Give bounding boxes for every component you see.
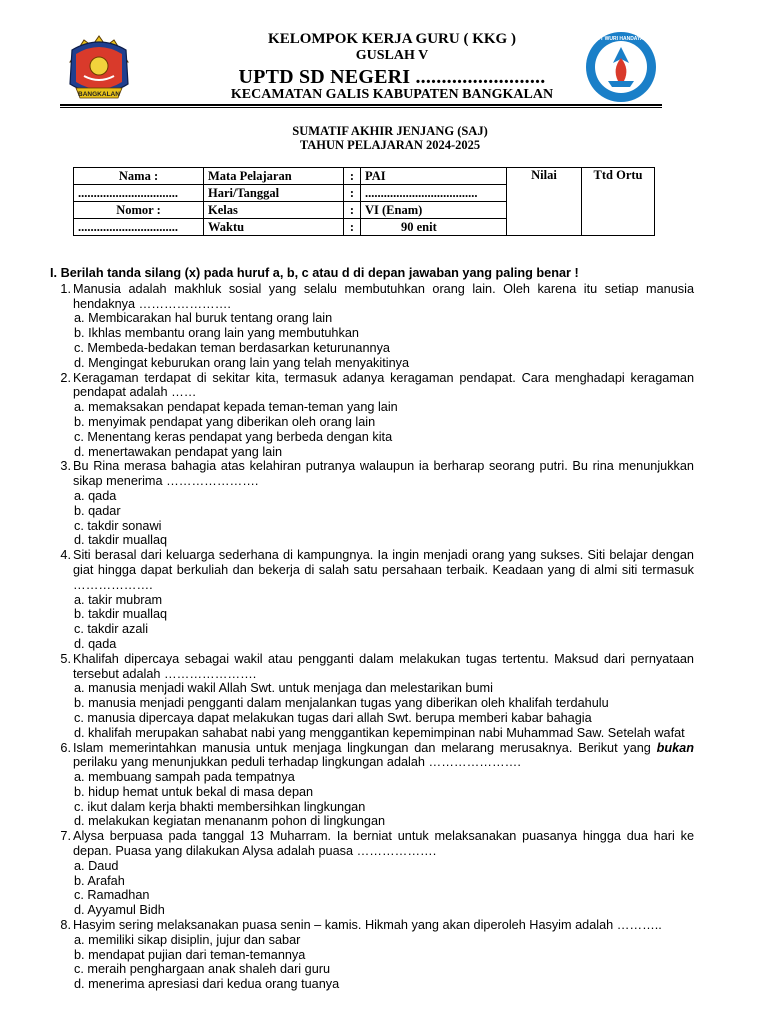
question-number: 7. xyxy=(60,829,71,844)
question-text: Khalifah dipercaya sebagai wakil atau pengganti dalam melakukan tugas tertentu. Maksud dari pernyataan tersebut adalah …………………. xyxy=(73,651,694,681)
header-rule-thin xyxy=(60,107,662,108)
exam-title: SUMATIF AKHIR JENJANG (SAJ) xyxy=(292,124,488,138)
colon: : xyxy=(344,219,361,236)
option[interactable]: c. ikut dalam kerja bhakti membersihkan lingkungan xyxy=(74,799,366,814)
option[interactable]: c. meraih penghargaan anak shaleh dari guru xyxy=(74,962,331,977)
question-text: Alysa berpuasa pada tanggal 13 Muharram. Ia berniat untuk melaksanakan puasanya hingga dua hari ke depan. Puasa yang dilakukan Alysa adalah puasa ………………. xyxy=(73,829,694,859)
option[interactable]: d. menertawakan pendapat yang lain xyxy=(74,444,283,459)
option-letter: d. xyxy=(74,725,85,740)
question-number: 6. xyxy=(60,740,71,755)
header-district: KECAMATAN GALIS KABUPATEN BANGKALAN xyxy=(230,87,554,102)
question-number: 4. xyxy=(60,548,71,563)
option[interactable]: d. menerima apresiasi dari kedua orang tuanya xyxy=(74,977,340,992)
option[interactable]: a. Daud xyxy=(74,858,119,873)
option[interactable]: d. Ayyamul Bidh xyxy=(74,903,165,918)
nomor-label: Nomor : xyxy=(74,202,204,219)
option[interactable]: a. membuang sampah pada tempatnya xyxy=(74,770,295,785)
option[interactable] xyxy=(50,726,694,741)
instruction: I. Berilah tanda silang (x) pada huruf a, b, c atau d di depan jawaban yang paling benar ! xyxy=(50,266,579,280)
nilai-box[interactable] xyxy=(507,168,582,236)
academic-year: TAHUN PELAJARAN 2024-2025 xyxy=(299,138,481,152)
hari-field[interactable]: .................................... xyxy=(361,185,507,202)
mapel-label: Mata Pelajaran xyxy=(204,168,344,185)
option[interactable]: d. Mengingat keburukan orang lain yang telah menyakitinya xyxy=(74,355,410,370)
question-1 xyxy=(50,282,694,312)
option[interactable]: a. takir mubram xyxy=(74,592,163,607)
nama-field[interactable]: ................................ xyxy=(74,185,204,202)
right-logo-text: TUT WURI HANDAYANI xyxy=(593,36,649,42)
left-logo-text: BANGKALAN xyxy=(78,91,120,98)
option[interactable]: b. mendapat pujian dari teman-temannya xyxy=(74,947,306,962)
ttd-ortu-label: Ttd Ortu xyxy=(593,168,643,182)
option[interactable]: d. takdir muallaq xyxy=(74,533,168,548)
question-text-part: perilaku yang menunjukkan peduli terhadap lingkungan adalah …………………. xyxy=(73,755,521,770)
waktu-value: 90 enit xyxy=(361,219,507,236)
question-text-part: Islam memerintahkan manusia untuk menjaga lingkungan dan melarang merusaknya. Berikut yang xyxy=(73,740,651,755)
student-info-table xyxy=(73,167,655,236)
question-5 xyxy=(50,652,694,682)
question-number: 2. xyxy=(60,370,71,385)
question-8 xyxy=(50,918,694,933)
question-number: 3. xyxy=(60,459,71,474)
question-text: Bu Rina merasa bahagia atas kelahiran putranya walaupun ia berharap seorang putri. Bu rina menunjukkan sikap menerima …………………. xyxy=(73,459,694,489)
colon: : xyxy=(344,202,361,219)
option[interactable]: c. Membeda-bedakan teman berdasarkan keturunannya xyxy=(74,340,390,355)
question-3 xyxy=(50,459,694,489)
header-school: UPTD SD NEGERI ......................... xyxy=(238,66,546,88)
hari-label: Hari/Tanggal xyxy=(204,185,344,202)
colon: : xyxy=(344,168,361,185)
question-text xyxy=(73,741,694,771)
mapel-value: PAI xyxy=(361,168,507,185)
header-guslah: GUSLAH V xyxy=(355,48,429,63)
option-text: khalifah merupakan sahabat nabi yang menggantikan kepemimpinan nabi Muhammad Saw. Setelah wafat xyxy=(88,725,685,740)
waktu-label: Waktu xyxy=(204,219,344,236)
question-number: 1. xyxy=(60,281,71,296)
question-text: Manusia adalah makhluk sosial yang selalu membutuhkan orang lain. Oleh karena itu setiap manusia hendaknya …………………. xyxy=(73,281,694,311)
option[interactable]: b. Arafah xyxy=(74,873,125,888)
question-text: Siti berasal dari keluarga sederhana di kampungnya. Ia ingin menjadi orang yang sukses. Siti belajar dengan giat hingga dapat berkuliah dan bekerja di salah satu persahaan terbaik. Keadaan yang di almi siti termasuk ………………. xyxy=(73,548,694,592)
question-7 xyxy=(50,829,694,859)
question-text: Hasyim sering melaksanakan puasa senin – kamis. Hikmah yang akan diperoleh Hasyim adalah ……….. xyxy=(73,918,662,933)
option[interactable]: a. Membicarakan hal buruk tentang orang lain xyxy=(74,311,333,326)
option[interactable]: b. qadar xyxy=(74,503,121,518)
option[interactable]: b. menyimak pendapat yang diberikan oleh orang lain xyxy=(74,414,376,429)
option[interactable]: c. Ramadhan xyxy=(74,888,150,903)
option[interactable]: a. memiliki sikap disiplin, jujur dan sabar xyxy=(74,932,301,947)
nama-label: Nama : xyxy=(74,168,204,185)
option[interactable]: c. Menentang keras pendapat yang berbeda dengan kita xyxy=(74,429,393,444)
question-section xyxy=(50,266,694,992)
header-rule-thick xyxy=(60,104,662,106)
option[interactable]: d. qada xyxy=(74,636,117,651)
option[interactable]: b. manusia menjadi pengganti dalam menjalankan tugas yang diberikan oleh khalifah terdahulu xyxy=(74,696,609,711)
question-text: Keragaman terdapat di sekitar kita, termasuk adanya keragaman pendapat. Cara menghadapi keragaman pendapat adalah …… xyxy=(73,370,694,400)
option[interactable]: c. takdir azali xyxy=(74,622,149,637)
option[interactable]: a. qada xyxy=(74,488,117,503)
header-kkg: KELOMPOK KERJA GURU ( KKG ) xyxy=(268,31,516,47)
option[interactable]: a. manusia menjadi wakil Allah Swt. untuk menjaga dan melestarikan bumi xyxy=(74,681,493,696)
option[interactable]: b. takdir muallaq xyxy=(74,607,168,622)
kelas-label: Kelas xyxy=(204,202,344,219)
option[interactable]: a. memaksakan pendapat kepada teman-teman yang lain xyxy=(74,400,398,415)
nomor-field[interactable]: ................................ xyxy=(74,219,204,236)
nilai-label: Nilai xyxy=(531,168,557,182)
kelas-value: VI (Enam) xyxy=(361,202,507,219)
ttd-ortu-box[interactable] xyxy=(582,168,655,236)
question-6 xyxy=(50,741,694,771)
colon: : xyxy=(344,185,361,202)
option[interactable]: c. takdir sonawi xyxy=(74,518,162,533)
option[interactable]: c. manusia dipercaya dapat melakukan tugas dari allah Swt. berupa memberi kabar bahagia xyxy=(74,710,592,725)
question-4 xyxy=(50,548,694,592)
option[interactable]: d. melakukan kegiatan menananm pohon di lingkungan xyxy=(74,814,386,829)
question-number: 8. xyxy=(60,918,71,933)
option[interactable]: b. Ikhlas membantu orang lain yang membutuhkan xyxy=(74,326,359,341)
question-2 xyxy=(50,371,694,401)
emphasis-word: bukan xyxy=(656,740,694,755)
question-number: 5. xyxy=(60,651,71,666)
option[interactable]: b. hidup hemat untuk bekal di masa depan xyxy=(74,784,314,799)
